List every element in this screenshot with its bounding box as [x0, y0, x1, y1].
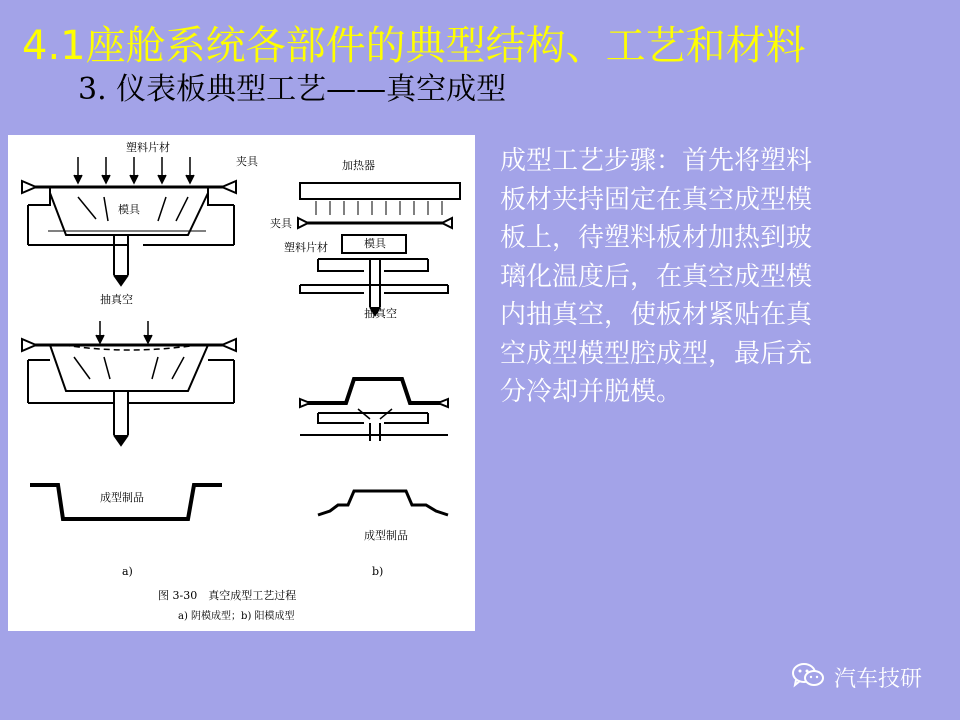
process-description: 成型工艺步骤：首先将塑料 板材夹持固定在真空成型模 板上，待塑料板材加热到玻 璃化温度后，在真空成型模 内抽真空，使板材紧贴在真 空成型模型腔成型，最后充 分冷却并脱模。	[500, 146, 813, 407]
panel-b-label: b)	[372, 565, 384, 578]
label-heater-b: 加热器	[342, 159, 375, 172]
label-vacuum-a: 抽真空	[100, 293, 133, 306]
label-plastic-sheet-b: 塑料片材	[284, 241, 328, 254]
process-figure	[8, 135, 475, 631]
product-b-shape	[318, 491, 448, 515]
figure-caption-sub: a) 阴模成型；b) 阳模成型	[178, 611, 295, 622]
panel-a-step2	[22, 321, 236, 445]
watermark	[790, 660, 922, 694]
panel-b-step2	[300, 379, 448, 441]
figure-caption: 图 3-30 真空成型工艺过程	[158, 589, 297, 602]
label-mold-b: 模具	[364, 237, 386, 250]
label-clamp-a: 夹具	[236, 155, 258, 168]
wechat-icon	[790, 660, 826, 694]
label-vacuum-b: 抽真空	[364, 307, 397, 320]
label-product-b: 成型制品	[364, 529, 408, 542]
label-clamp-b: 夹具	[270, 217, 292, 230]
label-mold-a: 模具	[118, 203, 140, 216]
label-plastic-sheet-a: 塑料片材	[126, 141, 170, 154]
watermark-text: 汽车技研	[834, 666, 923, 692]
panel-a-step1	[22, 157, 236, 285]
panel-a-label: a)	[122, 565, 133, 578]
label-product-a: 成型制品	[100, 491, 144, 504]
slide-title: 4.1座舱系统各部件的典型结构、工艺和材料	[22, 23, 806, 69]
slide-subtitle: 3. 仪表板典型工艺——真空成型	[78, 72, 507, 107]
